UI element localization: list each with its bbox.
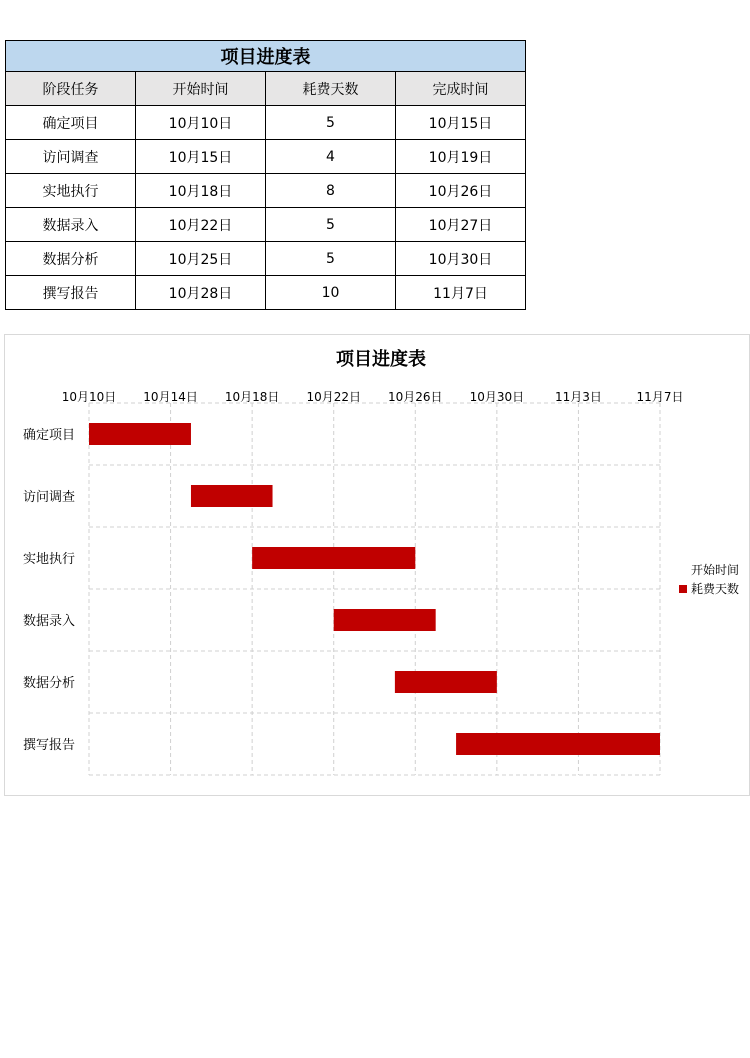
- y-category-label: 数据分析: [23, 676, 76, 691]
- table-cell[interactable]: 10月27日: [396, 208, 526, 242]
- table-cell[interactable]: 5: [266, 106, 396, 140]
- x-tick-label: 10月14日: [143, 390, 198, 404]
- y-category-label: 确定项目: [23, 428, 76, 443]
- duration-bar[interactable]: [334, 609, 436, 631]
- gridlines: [89, 403, 660, 775]
- table-cell[interactable]: 10月28日: [136, 276, 266, 310]
- table-cell[interactable]: 实地执行: [6, 174, 136, 208]
- table-cell[interactable]: 10月22日: [136, 208, 266, 242]
- table-cell[interactable]: 5: [266, 208, 396, 242]
- duration-bar[interactable]: [252, 547, 415, 569]
- duration-bar[interactable]: [89, 423, 191, 445]
- y-category-label: 撰写报告: [23, 738, 76, 753]
- gantt-chart[interactable]: [4, 334, 750, 796]
- chart-title: 项目进度表: [336, 349, 426, 370]
- table-cell[interactable]: 数据分析: [6, 242, 136, 276]
- table-cell[interactable]: 10月25日: [136, 242, 266, 276]
- table-title: 项目进度表: [6, 41, 526, 72]
- table-cell[interactable]: 10月18日: [136, 174, 266, 208]
- x-axis-ticks: [62, 390, 684, 404]
- table-cell[interactable]: 4: [266, 140, 396, 174]
- duration-bar[interactable]: [456, 733, 660, 755]
- table-cell[interactable]: 撰写报告: [6, 276, 136, 310]
- legend-entry-days: 耗费天数: [691, 582, 740, 596]
- column-header-days[interactable]: 耗费天数: [266, 72, 396, 106]
- table-cell[interactable]: 10月10日: [136, 106, 266, 140]
- table-cell[interactable]: 10月26日: [396, 174, 526, 208]
- table-cell[interactable]: 确定项目: [6, 106, 136, 140]
- x-tick-label: 10月30日: [469, 390, 525, 404]
- table-row: [6, 276, 526, 310]
- table-row: [6, 106, 526, 140]
- table-cell[interactable]: 数据录入: [6, 208, 136, 242]
- x-tick-label: 10月26日: [388, 390, 443, 404]
- table-cell[interactable]: 5: [266, 242, 396, 276]
- x-tick-label: 11月3日: [554, 390, 602, 404]
- table-title-row: [6, 41, 526, 72]
- column-header-start[interactable]: 开始时间: [136, 72, 266, 106]
- table-row: [6, 242, 526, 276]
- y-category-label: 访问调查: [23, 490, 76, 505]
- table-cell[interactable]: 10月15日: [136, 140, 266, 174]
- table-cell[interactable]: 11月7日: [396, 276, 526, 310]
- table-cell[interactable]: 8: [266, 174, 396, 208]
- schedule-table: [5, 40, 526, 310]
- y-axis-categories: [23, 428, 75, 753]
- y-category-label: 实地执行: [23, 552, 76, 567]
- y-category-label: 数据录入: [23, 614, 76, 629]
- table-row: [6, 208, 526, 242]
- column-header-end[interactable]: 完成时间: [396, 72, 526, 106]
- table-cell[interactable]: 10: [266, 276, 396, 310]
- duration-bar[interactable]: [191, 485, 273, 507]
- legend-entry-start: 开始时间: [691, 563, 740, 577]
- table-cell[interactable]: 10月30日: [396, 242, 526, 276]
- x-tick-label: 10月10日: [61, 390, 117, 404]
- table-cell[interactable]: 10月15日: [396, 106, 526, 140]
- legend[interactable]: [679, 562, 739, 596]
- column-header-task[interactable]: 阶段任务: [6, 72, 136, 106]
- table-header-row: [6, 72, 526, 106]
- table-cell[interactable]: 10月19日: [396, 140, 526, 174]
- table-cell[interactable]: 访问调查: [6, 140, 136, 174]
- x-tick-label: 11月7日: [636, 390, 684, 404]
- duration-bar[interactable]: [395, 671, 497, 693]
- table-row: [6, 174, 526, 208]
- table-row: [6, 140, 526, 174]
- legend-swatch-days: [679, 585, 687, 593]
- gantt-chart-svg: [5, 335, 749, 795]
- x-tick-label: 10月18日: [224, 390, 280, 404]
- x-tick-label: 10月22日: [306, 390, 361, 404]
